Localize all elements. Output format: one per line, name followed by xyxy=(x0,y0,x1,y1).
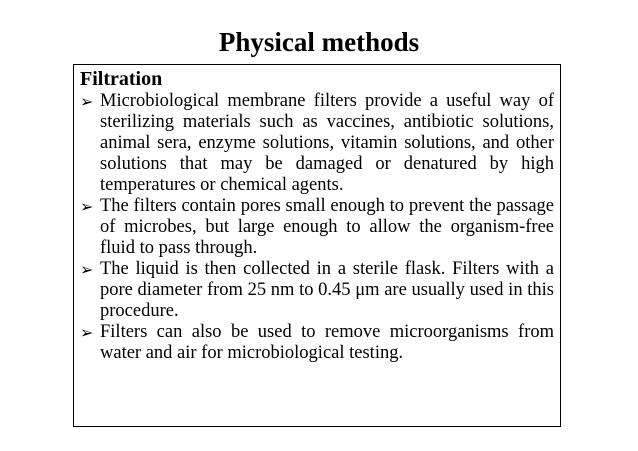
bullet-list xyxy=(80,91,554,364)
list-item xyxy=(80,91,554,196)
list-item xyxy=(80,322,554,364)
arrow-bullet-icon: ➢ xyxy=(80,92,94,111)
slide-title: Physical methods xyxy=(218,27,420,57)
bullet-text: Microbiological membrane filters provide a useful way of sterilizing materials such as vaccines, antibiotic solutions, animal sera, enzyme solutions, vitamin solutions, and other solutions that may be damaged or denatured by high temperatures or chemical agents. xyxy=(100,91,554,195)
arrow-bullet-icon: ➢ xyxy=(80,197,94,216)
list-item xyxy=(80,259,554,322)
bullet-text: Filters can also be used to remove microorganisms from water and air for microbiological testing. xyxy=(100,322,554,363)
bullet-text: The liquid is then collected in a sterile flask. Filters with a pore diameter from 25 nm to 0.45 μm are usually used in this procedure. xyxy=(100,259,554,321)
arrow-bullet-icon: ➢ xyxy=(80,260,94,279)
arrow-bullet-icon: ➢ xyxy=(80,323,94,342)
list-item xyxy=(80,196,554,259)
content-box xyxy=(73,64,561,427)
bullet-text: The filters contain pores small enough to prevent the passage of microbes, but large enough to allow the organism-free fluid to pass through. xyxy=(100,196,554,258)
section-heading: Filtration xyxy=(80,68,163,90)
